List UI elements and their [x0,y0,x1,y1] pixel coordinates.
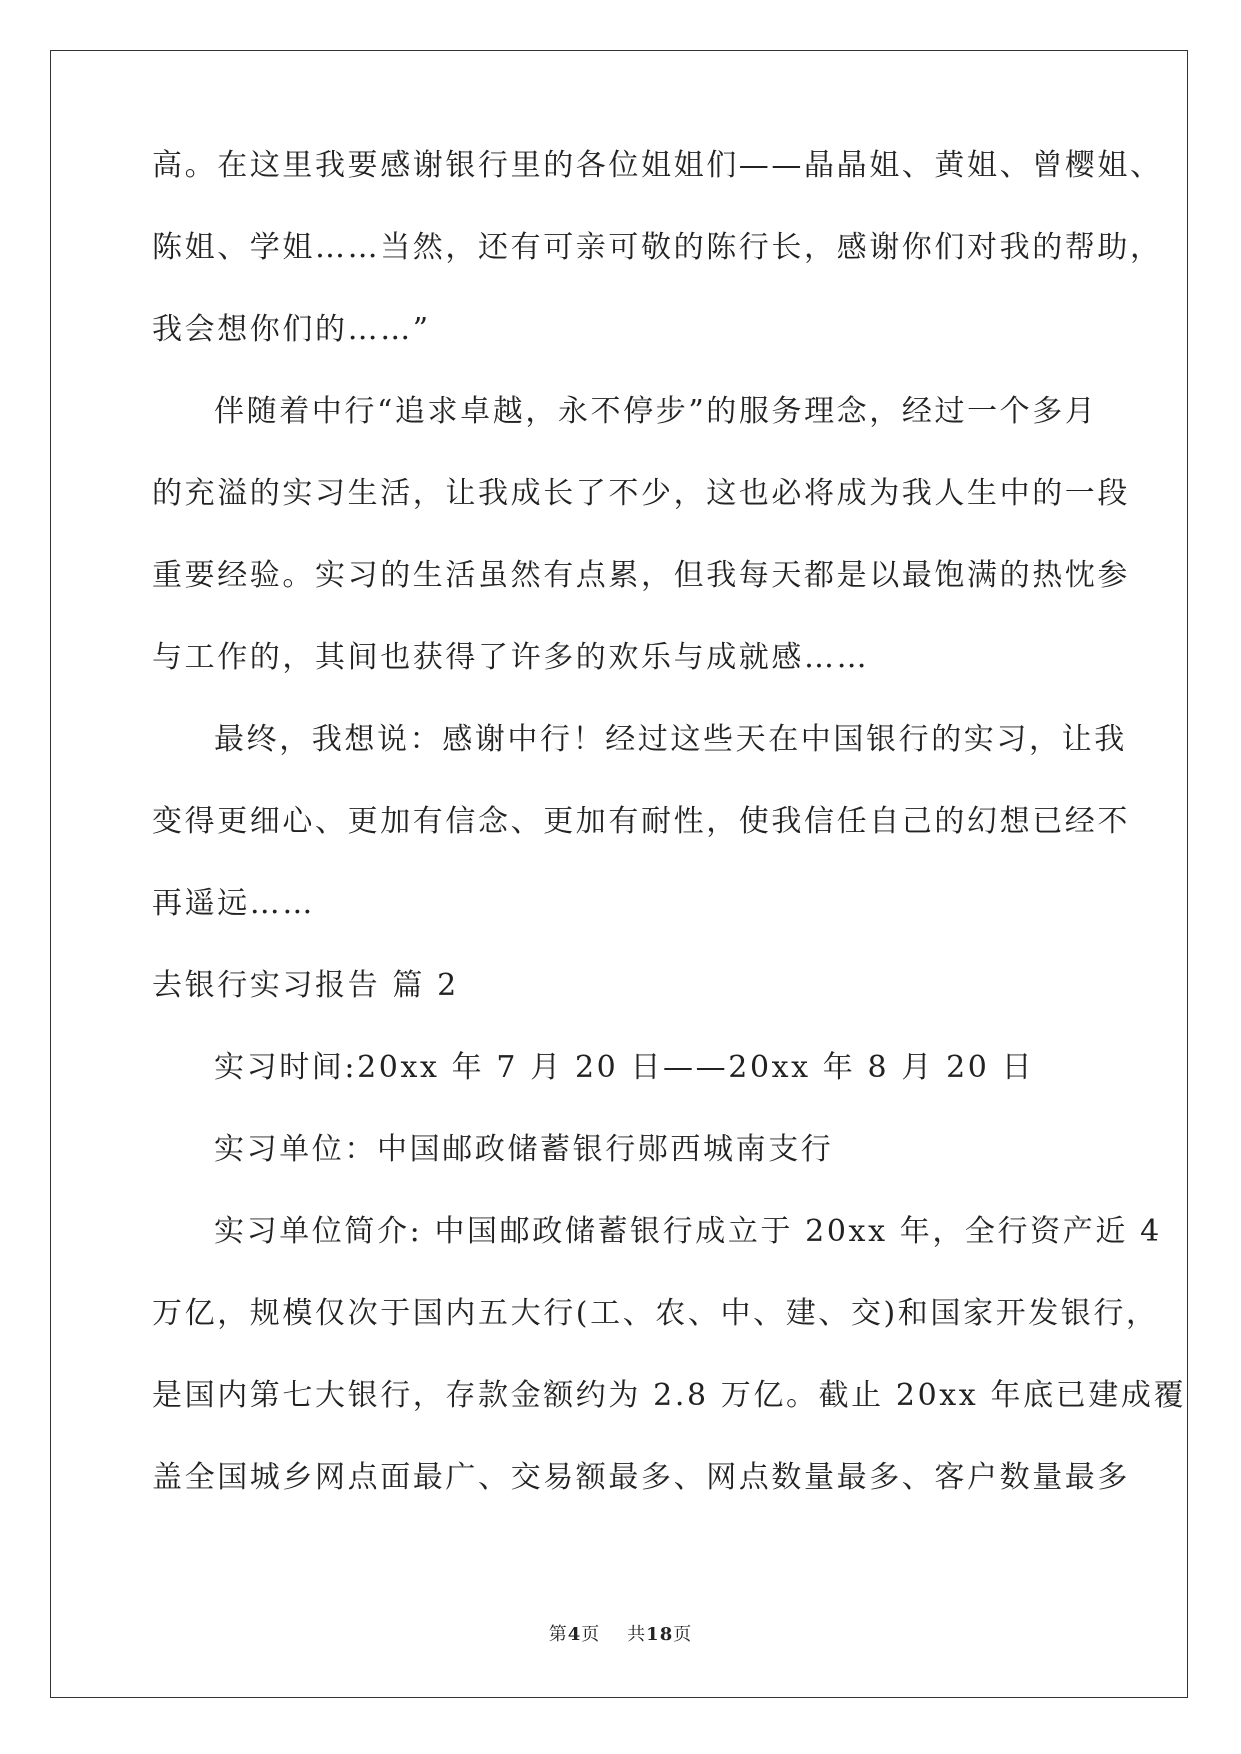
paragraph-line: 实习单位：中国邮政储蓄银行郧西城南支行 [214,1132,834,1167]
paragraph-line: 实习时间:20xx 年 7 月 20 日——20xx 年 8 月 20 日 [214,1050,1035,1085]
paragraph-line: 我会想你们的……” [152,312,431,347]
paragraph-line: 盖全国城乡网点面最广、交易额最多、网点数量最多、客户数量最多 [152,1460,1130,1495]
paragraph-line: 重要经验。实习的生活虽然有点累，但我每天都是以最饱满的热忱参 [152,558,1130,593]
paragraph-line: 伴随着中行“追求卓越，永不停步”的服务理念，经过一个多月 [214,394,1098,429]
page-footer [0,1620,1241,1646]
paragraph-line: 的充溢的实习生活，让我成长了不少，这也必将成为我人生中的一段 [152,476,1130,511]
document-body [152,140,1187,1534]
footer-current-page: 4 [567,1624,582,1645]
paragraph-line: 是国内第七大银行，存款金额约为 2.8 万亿。截止 20xx 年底已建成覆 [152,1378,1187,1413]
paragraph-line: 万亿，规模仅次于国内五大行(工、农、中、建、交)和国家开发银行， [152,1296,1159,1331]
paragraph-line: 与工作的，其间也获得了许多的欢乐与成就感…… [152,640,870,675]
paragraph-line: 实习单位简介: 中国邮政储蓄银行成立于 20xx 年，全行资产近 4 [214,1214,1162,1249]
paragraph-line: 高。在这里我要感谢银行里的各位姐姐们——晶晶姐、黄姐、曾樱姐、 [152,148,1163,183]
footer-prefix: 第 [548,1624,568,1645]
paragraph-line: 陈姐、学姐……当然，还有可亲可敬的陈行长，感谢你们对我的帮助， [152,230,1163,265]
paragraph-line: 再遥远…… [152,886,315,921]
footer-page-word: 页 [581,1624,601,1645]
footer-total-pages: 18 [646,1624,674,1645]
section-heading: 去银行实习报告 篇 2 [152,968,459,1003]
paragraph-line: 最终，我想说：感谢中行！经过这些天在中国银行的实习，让我 [214,722,1127,757]
paragraph-line: 变得更细心、更加有信念、更加有耐性，使我信任自己的幻想已经不 [152,804,1130,839]
footer-total-suffix: 页 [673,1624,693,1645]
footer-total-prefix: 共 [627,1624,647,1645]
